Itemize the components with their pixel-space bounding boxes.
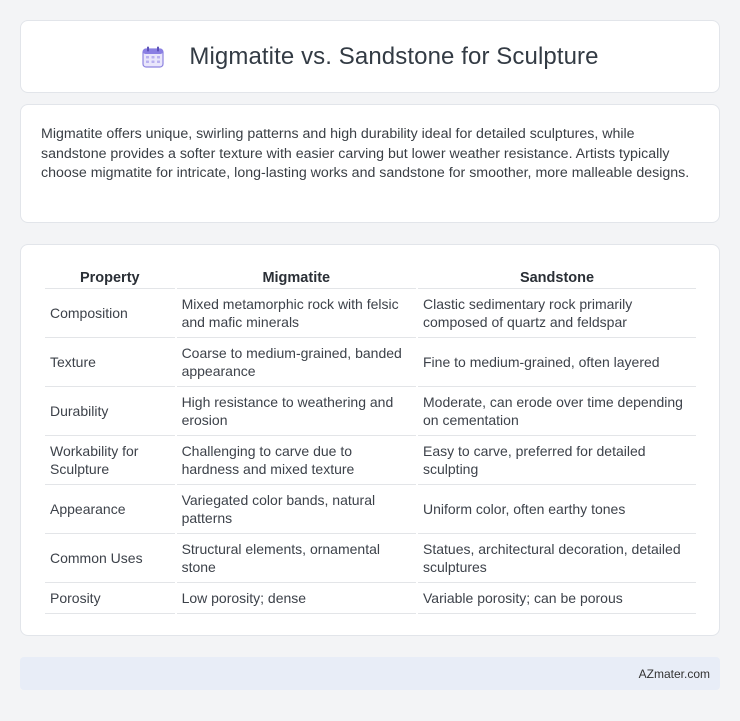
header-property: Property <box>45 265 175 289</box>
table-row <box>45 583 696 614</box>
table-row <box>45 338 696 387</box>
table-row <box>45 289 696 338</box>
property-cell: Durability <box>45 387 175 436</box>
table-header-row <box>45 265 696 289</box>
table-row <box>45 436 696 485</box>
property-cell: Porosity <box>45 583 175 614</box>
footer-bar <box>20 657 720 690</box>
sandstone-cell: Uniform color, often earthy tones <box>418 485 696 534</box>
sandstone-cell: Moderate, can erode over time depending on cementation <box>418 387 696 436</box>
sandstone-cell: Easy to carve, preferred for detailed sculpting <box>418 436 696 485</box>
property-cell: Composition <box>45 289 175 338</box>
property-cell: Texture <box>45 338 175 387</box>
page-title: Migmatite vs. Sandstone for Sculpture <box>189 42 599 70</box>
intro-text: Migmatite offers unique, swirling patterns and high durability ideal for detailed sculptures, while sandstone provides a softer texture with easier carving but lower weather resistance. Artists typically choose migmatite for intricate, long-lasting works and sandstone for smoother, more malleable designs. <box>41 126 690 181</box>
sandstone-cell: Fine to medium-grained, often layered <box>418 338 696 387</box>
table-row <box>45 387 696 436</box>
table-row <box>45 534 696 583</box>
property-cell: Common Uses <box>45 534 175 583</box>
header-sandstone: Sandstone <box>418 265 696 289</box>
sandstone-cell: Variable porosity; can be porous <box>418 583 696 614</box>
sandstone-cell: Clastic sedimentary rock primarily composed of quartz and feldspar <box>418 289 696 338</box>
sandstone-cell: Statues, architectural decoration, detailed sculptures <box>418 534 696 583</box>
migmatite-cell: Variegated color bands, natural patterns <box>177 485 416 534</box>
comparison-table <box>43 265 698 614</box>
migmatite-cell: Challenging to carve due to hardness and mixed texture <box>177 436 416 485</box>
comparison-card <box>20 244 720 636</box>
migmatite-cell: Mixed metamorphic rock with felsic and mafic minerals <box>177 289 416 338</box>
migmatite-cell: High resistance to weathering and erosion <box>177 387 416 436</box>
header-migmatite: Migmatite <box>177 265 416 289</box>
migmatite-cell: Low porosity; dense <box>177 583 416 614</box>
title-wrap <box>141 43 598 71</box>
calendar-icon <box>141 45 165 69</box>
migmatite-cell: Coarse to medium-grained, banded appearance <box>177 338 416 387</box>
footer-brand: AZmater.com <box>638 666 710 681</box>
title-card <box>20 20 720 93</box>
migmatite-cell: Structural elements, ornamental stone <box>177 534 416 583</box>
property-cell: Appearance <box>45 485 175 534</box>
property-cell: Workability for Sculpture <box>45 436 175 485</box>
table-row <box>45 485 696 534</box>
intro-card <box>20 104 720 223</box>
